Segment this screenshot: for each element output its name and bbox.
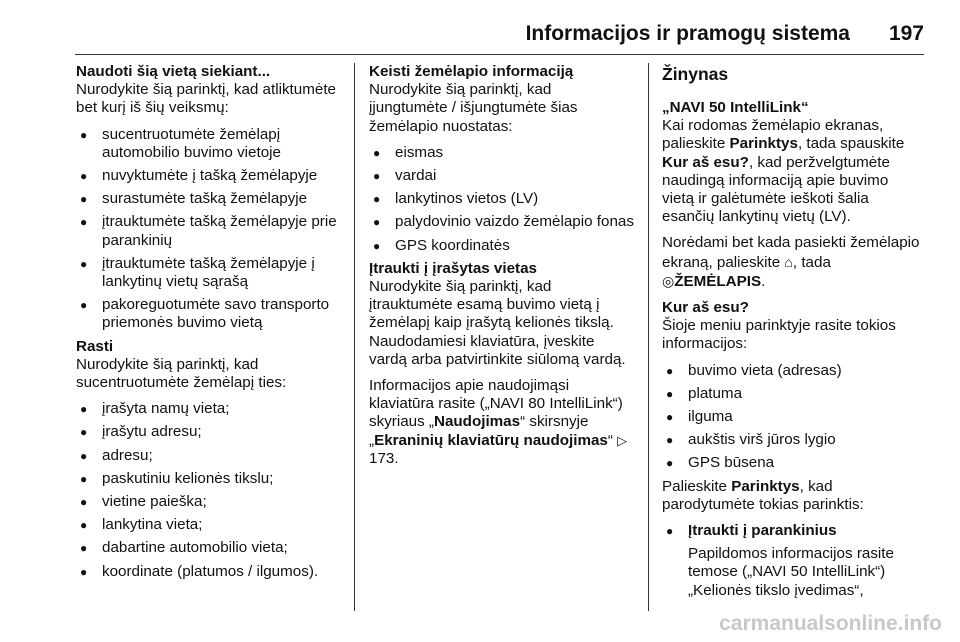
column-3 — [662, 63, 924, 605]
header-rule — [75, 54, 924, 55]
bold-term: Parinktys — [731, 477, 800, 495]
paragraph — [662, 478, 924, 514]
list-item: ● įrašyta namų vieta; — [76, 400, 348, 418]
list-item: ● eismas — [369, 144, 634, 162]
list-item: ● paskutiniu kelionės tikslu; — [76, 470, 348, 488]
section-title: Žinynas — [662, 64, 729, 84]
list-item: ● lankytina vieta; — [76, 516, 348, 534]
text-run: . — [761, 272, 766, 290]
list-item: ● pakoreguotumėte savo transporto priemonės buvimo vietą — [76, 296, 348, 332]
list-item: ● buvimo vieta (adresas) — [662, 362, 924, 380]
text-run: , tada spauskite — [797, 135, 905, 153]
option-description: Papildomos informacijos rasite temose („NAVI 50 IntelliLink“) „Kelionės tikslo įvedimas“, — [688, 545, 894, 599]
list-item: ● palydovinio vaizdo žemėlapio fonas — [369, 213, 634, 231]
text-run: Kai rodomas žemėlapio ekranas, palieskite — [662, 117, 884, 153]
column-divider — [354, 63, 355, 611]
bullet-list — [662, 522, 924, 600]
home-icon: ⌂ — [784, 253, 793, 270]
list-item: ● nuvyktumėte į tašką žemėlapyje — [76, 167, 348, 185]
page-header — [0, 20, 960, 60]
section-heading: Rasti — [76, 337, 114, 355]
page-reference[interactable]: 173. — [369, 449, 399, 467]
section-heading: Įtraukti į įrašytas vietas — [369, 259, 537, 277]
bold-term: Parinktys — [729, 135, 798, 153]
page-reference-icon: ▷ — [617, 432, 628, 448]
list-item: ● ilguma — [662, 408, 924, 426]
list-item: ● įtrauktumėte tašką žemėlapyje prie parankinių — [76, 213, 348, 249]
text-run: Informacijos apie naudojimąsi klaviatūra rasite („NAVI 80 IntelliLink“) skyriaus „ — [369, 377, 623, 431]
section-heading: Keisti žemėlapio informaciją — [369, 63, 574, 80]
column-divider — [648, 63, 649, 611]
list-item: ● dabartine automobilio vieta; — [76, 539, 348, 557]
list-item: ● surastumėte tašką žemėlapyje — [76, 190, 348, 208]
globe-icon: ◎ — [662, 272, 675, 289]
list-item: ● GPS būsena — [662, 454, 924, 472]
bullet-list — [76, 126, 348, 333]
list-item: ● aukštis virš jūros lygio — [662, 431, 924, 449]
section-heading: Naudoti šią vietą siekiant... — [76, 63, 271, 80]
paragraph — [662, 234, 924, 291]
header-title: Informacijos ir pramogų sistema — [525, 22, 850, 45]
list-item: ● adresu; — [76, 447, 348, 465]
bold-term: Ekraninių klaviatūrų naudojimas — [374, 431, 608, 449]
text-run: “ — [607, 431, 613, 449]
text-run: , tada — [792, 253, 831, 271]
option-title: Įtraukti į parankinius — [688, 522, 837, 540]
section-heading: Kur aš esu? — [662, 299, 749, 317]
column-2 — [369, 63, 634, 476]
list-item: ● sucentruotumėte žemėlapį automobilio buvimo vietoje — [76, 126, 348, 162]
section-heading: „NAVI 50 IntelliLink“ — [662, 99, 809, 116]
bold-term: Kur aš esu? — [662, 153, 749, 171]
list-item: ● lankytinos vietos (LV) — [369, 190, 634, 208]
text-run: Palieskite — [662, 477, 732, 495]
paragraph: Nurodykite šią parinktį, kad įtrauktumėte esamą buvimo vietą į žemėlapį kaip įrašytą kelionės tikslą. Naudodamiesi klaviatūra, įveskite vardą arba patvirtinkite siūlomą vardą. — [369, 278, 626, 368]
bold-term: Naudojimas — [433, 413, 521, 431]
page-number: 197 — [888, 22, 924, 45]
text-run: Norėdami bet kada pasiekti žemėlapio ekraną, palieskite — [662, 234, 920, 271]
list-item: ● įtrauktumėte tašką žemėlapyje į lankytinų vietų sąrašą — [76, 255, 348, 291]
bold-term: ŽEMĖLAPIS — [674, 272, 762, 290]
bullet-list — [76, 400, 348, 581]
paragraph — [369, 377, 634, 468]
paragraph — [662, 117, 924, 226]
list-item: ● vietine paieška; — [76, 493, 348, 511]
list-item: ● platuma — [662, 385, 924, 403]
list-item — [662, 522, 924, 600]
paragraph: Šioje meniu parinktyje rasite tokios informacijos: — [662, 317, 896, 353]
column-1 — [76, 63, 348, 586]
bullet-list — [662, 362, 924, 473]
text-run: “ skirsnyje „ — [369, 413, 589, 449]
paragraph: Nurodykite šią parinktį, kad įjungtumėte / išjungtumėte šias žemėlapio nuostatas: — [369, 81, 578, 135]
bullet-list — [369, 144, 634, 255]
list-item: ● koordinate (platumos / ilgumos). — [76, 563, 348, 581]
list-item: ● vardai — [369, 167, 634, 185]
paragraph: Nurodykite šią parinktį, kad sucentruotumėte žemėlapį ties: — [76, 355, 287, 392]
list-item: ● GPS koordinatės — [369, 237, 634, 255]
text-run: , kad parodytumėte tokias parinktis: — [662, 477, 864, 513]
list-item: ● įrašytu adresu; — [76, 423, 348, 441]
watermark: carmanualsonline.info — [719, 612, 942, 635]
paragraph: Nurodykite šią parinktį, kad atliktumėte bet kurį iš šių veiksmų: — [76, 81, 336, 117]
text-run: , kad peržvelgtumėte naudingą informaciją apie buvimo vietą ir galėtumėte ieškoti šalia esančių lankytinų vietų (LV). — [662, 153, 890, 226]
